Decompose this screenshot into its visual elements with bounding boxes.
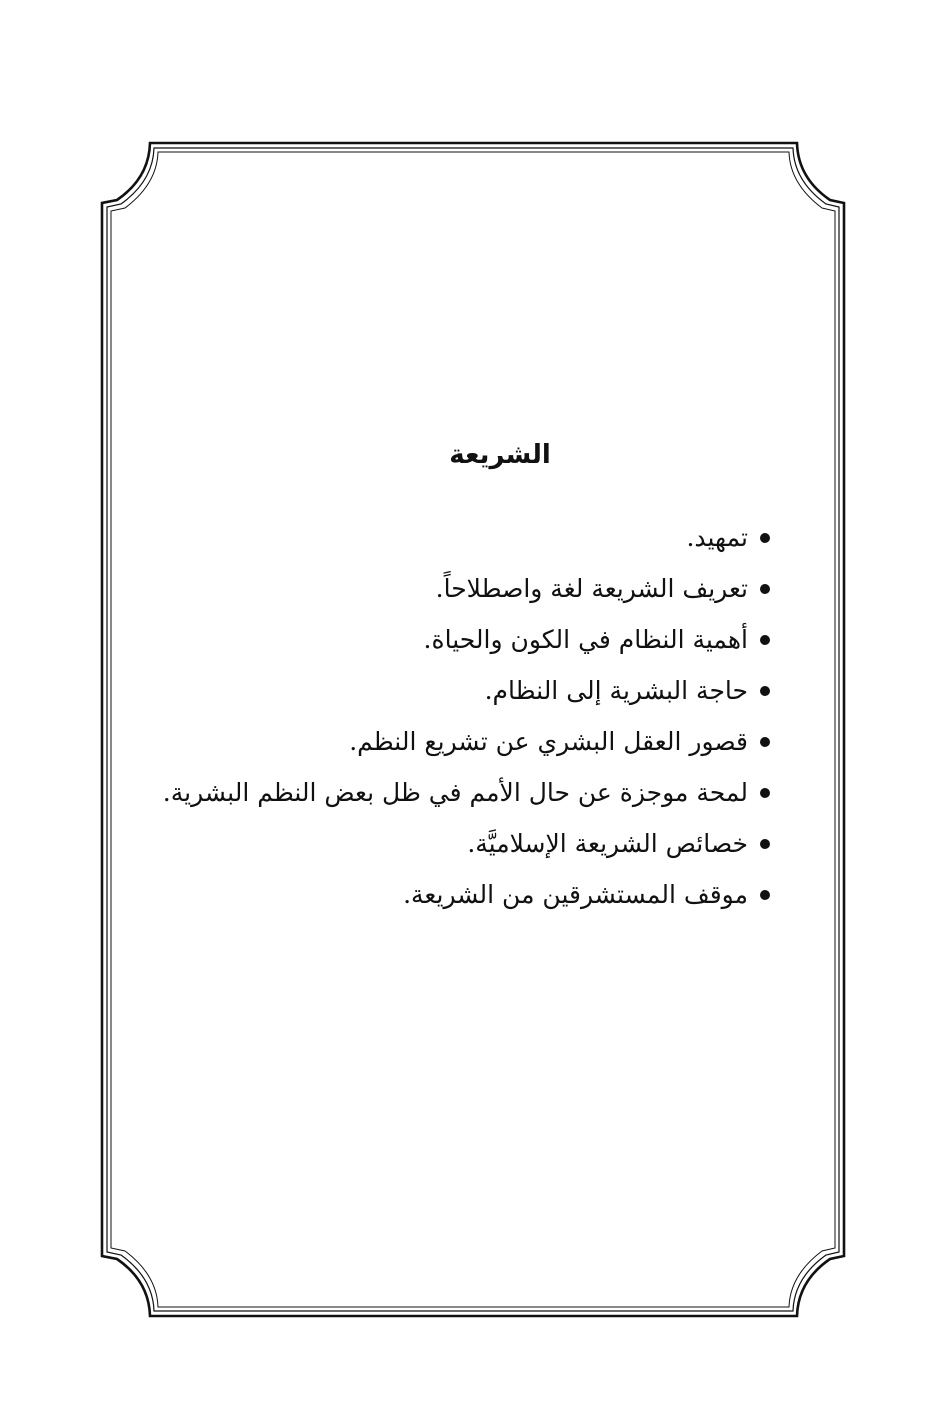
topic-text: لمحة موجزة عن حال الأمم في ظل بعض النظم البشرية. <box>162 778 748 807</box>
list-item <box>180 512 770 563</box>
topic-text: تعريف الشريعة لغة واصطلاحاً. <box>435 574 748 603</box>
bullet-icon <box>760 839 770 849</box>
bullet-icon <box>760 533 770 543</box>
bullet-icon <box>760 584 770 594</box>
list-item <box>180 614 770 665</box>
list-item <box>180 665 770 716</box>
topic-text: أهمية النظام في الكون والحياة. <box>423 625 748 654</box>
topic-text: حاجة البشرية إلى النظام. <box>484 676 748 705</box>
chapter-title: الشريعة <box>449 440 551 470</box>
bullet-icon <box>760 737 770 747</box>
list-item <box>180 818 770 869</box>
topic-text: خصائص الشريعة الإسلاميَّة. <box>467 829 748 858</box>
topic-text: قصور العقل البشري عن تشريع النظم. <box>349 727 748 756</box>
topic-text: تمهيد. <box>686 523 748 552</box>
list-item <box>180 563 770 614</box>
list-item <box>180 869 770 920</box>
list-item <box>180 716 770 767</box>
topic-list <box>162 512 770 920</box>
bullet-icon <box>760 788 770 798</box>
bullet-icon <box>760 686 770 696</box>
topic-text: موقف المستشرقين من الشريعة. <box>403 880 748 909</box>
chapter-contents <box>162 440 770 920</box>
bullet-icon <box>760 635 770 645</box>
list-item <box>162 767 770 818</box>
bullet-icon <box>760 890 770 900</box>
